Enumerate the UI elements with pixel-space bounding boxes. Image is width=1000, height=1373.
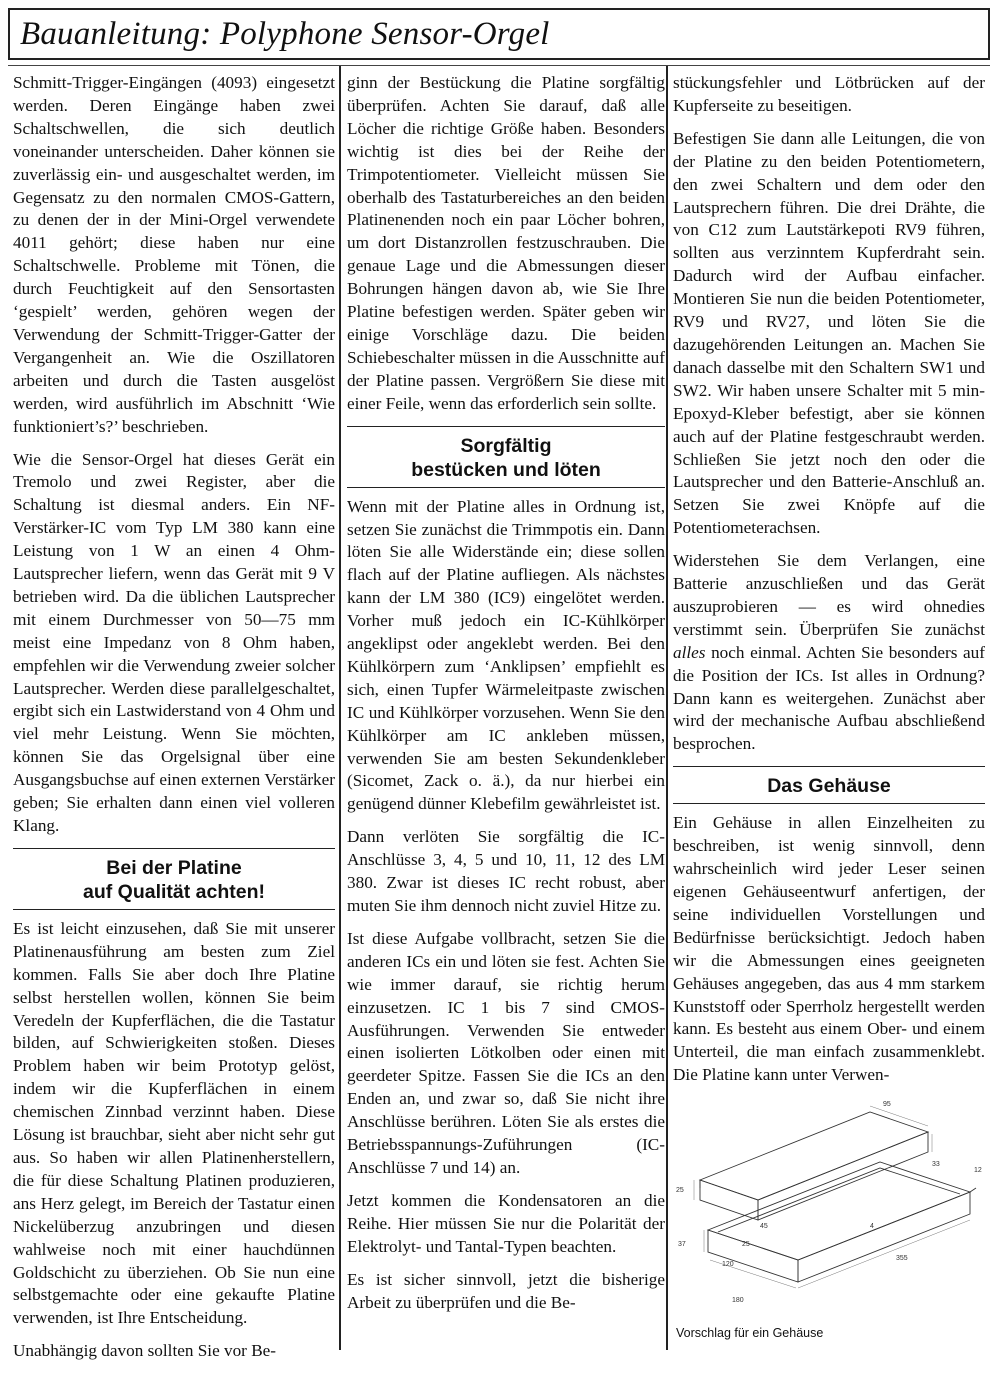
paragraph: Unabhängig davon sollten Sie vor Be-: [13, 1341, 277, 1361]
column-divider-1: [339, 66, 341, 1350]
paragraph: Befestigen Sie dann alle Leitungen, die von der Platine zu den beiden Potentiometern, den zwei Schaltern und dem oder den Lautsprechern führen. Die drei Drähte, die von C12 zum Lautstärkepoti RV9 führen, sollten aus verzinntem Kupferdraht sein. Dadurch wird der Aufbau einfacher. Montieren Sie nun die beiden Potentiometer, RV9 und RV27, und löten Sie die dazugehörenden Leitungen an. Machen Sie danach dasselbe mit den Schaltern SW1 und SW2. Wir haben unsere Schalter mit 5 min-Epoxyd-Kleber befestigt, aber sie können auch auf der Platine festgeschraubt werden. Schließen Sie jetzt noch den oder die Lautsprecher und den Batterie-Anschluß an. Setzen Sie zwei Knöpfe auf die Potentiometerachsen.: [673, 128, 985, 538]
paragraph: Ein Gehäuse in allen Einzelheiten zu beschreiben, ist wenig sinnvoll, denn wahrscheinlich wird jeder Leser seinen eigenen Gehäuseentwurf anfertigen, der seine individuellen Vorstellungen und Bedürfnisse berücksichtigt. Jedoch haben wir die Abmessungen eines geeigneten Gehäuses angegeben, das aus 4 mm starkem Kunststoff oder Sperrholz hergestellt werden kann. Es besteht aus einem Ober- und einem Unterteil, die man einfach zusammenklebt. Die Platine kann unter Verwen-: [673, 813, 985, 1085]
dimension-label: 45: [760, 1223, 768, 1230]
section-heading-line: bestücken und löten: [411, 458, 601, 481]
section-heading-line: Das Gehäuse: [767, 775, 891, 798]
dimension-label: 25: [676, 1187, 684, 1194]
section-heading-line: Sorgfältig: [460, 434, 552, 457]
dimension-label: 4: [870, 1223, 874, 1230]
section-heading-line: auf Qualität achten!: [82, 880, 266, 903]
column-divider-2: [666, 66, 668, 1350]
paragraph: Es ist sicher sinnvoll, jetzt die bisherige Arbeit zu überprüfen und die Be-: [347, 1269, 665, 1312]
dimension-label: 25: [742, 1241, 750, 1248]
paragraph: Schmitt-Trigger-Eingängen (4093) eingesetzt werden. Deren Eingänge haben zwei Schaltschwellen, die sich deutlich voneinander unterscheiden. Daher können sie zuverlässig ein- und ausgeschaltet werden, im Gegensatz zu den normalen CMOS-Gattern, zu denen der in der Mini-Orgel verwendete 4011 gehört; diese haben nur eine Schaltschwelle. Probleme mit Tönen, die durch Feuchtigkeit auf den Sensortasten ‘gespielt’ werden, gehören wegen der Verwendung der Schmitt-Trigger-Gatter der Vergangenheit an. Wie die Oszillatoren arbeiten und durch die Tasten ausgelöst werden, wird ausführlich im Abschnitt ‘Wie funktioniert’s?’ beschrieben.: [13, 73, 335, 436]
header-rule: [8, 65, 990, 66]
paragraph: Wenn mit der Platine alles in Ordnung ist, setzen Sie zunächst die Trimmpotis ein. Dann löten Sie alle Widerstände ein; diese sollen flach auf der Platine aufliegen. Als nächstes kann der LM 380 (IC9) eingelötet werden. Vorher muß jedoch ein IC-Kühlkörper angeklipst oder angeklebt werden. Bei den Kühlkörpern zum ‘Anklipsen’ empfiehlt es sich, einen Tupfer Wärmeleitpaste zwischen IC und Kühlkörper vorzusehen. Wenn Sie den Kühlkörper am IC ankleben müssen, verwenden Sie am besten Sekundenkleber (Sicomet, Zack o. ä.), da nur hierbei ein genügend dünner Klebefilm gewährleistet ist.: [347, 496, 665, 814]
paragraph: Dann verlöten Sie sorgfältig die IC-Anschlüsse 3, 4, 5 und 10, 11, 12 des LM 380. Zwar ist dieses IC recht robust, aber muten Sie ihm dennoch nicht zuviel Hitze zu.: [347, 827, 665, 915]
emphasis-text: alles: [673, 642, 706, 662]
paragraph: [673, 550, 985, 756]
dimension-label: 37: [678, 1241, 686, 1248]
paragraph: Es ist leicht einzusehen, daß Sie mit unserer Platinenausführung am besten zum Ziel kommen. Falls Sie aber doch Ihre Platine selbst herstellen wollen, können Sie beim Veredeln der Kupferflächen, die die Tastatur bilden, auf Schwierigkeiten stoßen. Dieses Problem haben wir beim Prototyp gelöst, indem wir die Kupferflächen in einem chemischen Zinnbad verzinnt haben. Diese Lösung ist brauchbar, sieht aber nicht sehr gut aus. So haben wir allen Platinenherstellern, die für diese Schaltung Platinen produzieren, ans Herz gelegt, im Bereich der Tastatur einen Nickelüberzug anzubringen und diesen wahlweise noch mit einer hauchdünnen Goldschicht zu überziehen. Ob Sie nun eine selbstgemachte oder eine gekaufte Platine verwenden, ist Ihre Entscheidung.: [13, 918, 335, 1328]
column-3: [673, 72, 985, 1097]
paragraph: Jetzt kommen die Kondensatoren an die Reihe. Hier müssen Sie nur die Polarität der Elektrolyt- und Tantal-Typen beachten.: [347, 1190, 665, 1256]
page-title: Bauanleitung: Polyphone Sensor-Orgel: [20, 16, 550, 52]
dimension-label: 95: [883, 1101, 891, 1108]
paragraph: Ist diese Aufgabe vollbracht, setzen Sie die anderen ICs ein und löten sie fest. Achten Sie wie immer darauf, sie richtig herum einzusetzen. IC 1 bis 7 sind CMOS-Ausführungen. Verwenden Sie entweder einen isolierten Lötkolben oder einen mit geerdeter Spitze. Fassen Sie die ICs an den Enden an, und zwar so, daß Sie nicht ihre Anschlüsse berühren. Löten Sie als erstes die Betriebsspannungs-Zuführungen (IC-Anschlüsse 7 und 14) an.: [347, 928, 665, 1177]
dimension-label: 33: [932, 1161, 940, 1168]
paragraph: ginn der Bestückung die Platine sorgfältig überprüfen. Achten Sie darauf, daß alle Löcher die richtige Größe haben. Besonders wichtig ist dies bei der Reihe der Trimpotentiometer. Vielleicht müssen Sie oberhalb des Tastaturbereiches an den beiden Platinenenden noch ein paar Löcher bohren, um dort Distanzrollen festzuschrauben. Die genaue Lage und die Abmessungen dieser Bohrungen hängen davon ab, wie Sie Ihre Platine befestigen werden. Später geben wir einige Vorschläge dazu. Die beiden Schiebeschalter müssen in die Ausschnitte auf der Platine passen. Vergrößern Sie diese mit einer Feile, wenn das erforderlich sein sollte.: [347, 73, 665, 413]
dimension-label: 120: [722, 1261, 734, 1268]
text-run: Widerstehen Sie dem Verlangen, eine Batterie anzuschließen und das Gerät auszuprobieren — es wird ohnedies verstimmt sein. Überprüfen Sie zunächst: [673, 551, 985, 639]
dimension-label: 12: [974, 1167, 982, 1174]
paragraph: Wie die Sensor-Orgel hat dieses Gerät ein Tremolo und zwei Register, aber die Schaltung ist diesmal anders. Ein NF-Verstärker-IC vom Typ LM 380 kann eine Leistung von 1 W an einen 4 Ohm-Lautsprecher liefern, wenn das Gerät mit 9 V betrieben wird. Da die üblichen Lautsprecher mit einem Durchmesser von 50—75 mm meist eine Impedanz von 8 Ohm haben, empfehlen wir die Verwendung zweier solcher Lautsprecher. Werden diese parallelgeschaltet, ergibt sich ein Lastwiderstand von 4 Ohm und viel mehr Leistung. Wenn Sie möchten, können Sie das Orgelsignal über eine Ausgangsbuchse auf einen externen Verstärker geben; Sie erhalten dann einen viel volleren Klang.: [13, 449, 335, 835]
enclosure-drawing: [670, 1070, 988, 1320]
column-2: [347, 72, 665, 1324]
section-heading-line: Bei der Platine: [106, 856, 242, 879]
dimension-label: 180: [732, 1297, 744, 1304]
figure-caption: Vorschlag für ein Gehäuse: [676, 1326, 824, 1340]
column-1: [13, 72, 335, 1373]
section-heading: [673, 766, 985, 804]
header-box: [8, 8, 990, 60]
dimension-label: 355: [896, 1255, 908, 1262]
paragraph: stückungsfehler und Lötbrücken auf der Kupferseite zu beseitigen.: [673, 73, 985, 115]
enclosure-figure: [670, 1070, 988, 1320]
section-heading: [347, 426, 665, 488]
text-run: noch einmal. Achten Sie besonders auf die Position der ICs. Ist alles in Ordnung? Dann kann es weitergehen. Zunächst aber wird der mechanische Aufbau abschließend besprochen.: [673, 642, 985, 754]
section-heading: [13, 848, 335, 910]
